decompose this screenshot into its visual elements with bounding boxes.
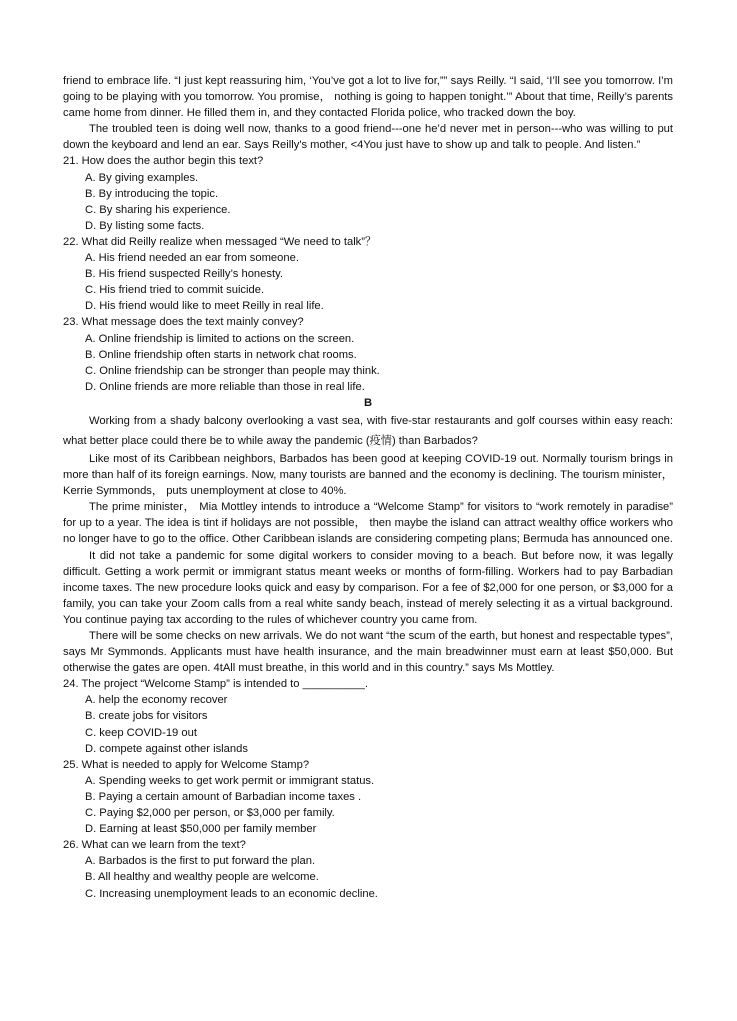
answer-option: B. By introducing the topic.	[85, 187, 219, 200]
question-22	[63, 234, 673, 314]
question-21	[63, 153, 673, 233]
answer-option: B. Online friendship often starts in network chat rooms.	[85, 348, 357, 361]
question-stem: 24. The project “Welcome Stamp” is intended to __________.	[63, 678, 368, 691]
answer-option: C. Paying $2,000 per person, or $3,000 per family.	[85, 807, 335, 820]
answer-option: C. Online friendship can be stronger than people may think.	[85, 364, 380, 377]
passage-a-paragraph: The troubled teen is doing well now, thanks to a good friend---one he’d never met in person---who was willing to put down the keyboard and lend an ear. Says Reilly's mother, <4You just have to show up and talk to people. And listen.”	[63, 123, 673, 152]
question-23	[63, 314, 673, 394]
passage-b-paragraph: The prime minister， Mia Mottley intends to introduce a “Welcome Stamp” for visitors to “work remotely in paradise” for up to a year. The idea is tint if holidays are not possible， then maybe the island can attract wealthy office workers who no longer have to go to the office. Other Caribbean islands are considering competing plans; Bermuda has announced one.	[63, 501, 673, 546]
question-stem: 25. What is needed to apply for Welcome Stamp?	[63, 758, 310, 771]
section-heading: B	[363, 396, 373, 409]
answer-option: A. Spending weeks to get work permit or immigrant status.	[85, 774, 375, 787]
passage-b-paragraph: It did not take a pandemic for some digital workers to consider moving to a beach. But before now, it was legally difficult. Getting a work permit or immigrant status meant weeks or months of form-filling. Workers had to pay Barbadian income taxes. The new procedure looks quick and easy by comparison. For a fee of $2,000 for one person, or $3,000 for a family, you can take your Zoom calls from a real white sandy beach, instead of merely selecting it as a virtual background. You continue paying tax according to the rules of whichever country you came from.	[63, 549, 673, 626]
document-page	[63, 73, 673, 902]
answer-option: B. His friend suspected Reilly’s honesty.	[85, 268, 283, 281]
answer-option: B. Paying a certain amount of Barbadian income taxes .	[85, 790, 362, 803]
question-stem: 21. How does the author begin this text?	[63, 155, 264, 168]
question-24	[63, 676, 673, 756]
answer-option: C. Increasing unemployment leads to an economic decline.	[85, 887, 378, 900]
passage-b-paragraph: There will be some checks on new arrivals. We do not want “the scum of the earth, but honest and respectable types”, says Mr Symmonds. Applicants must have health insurance, and the main breadwinner must earn at least $50,000. But otherwise the gates are open. 4tAll must breathe, in this world and in this country.” says Ms Mottley.	[63, 630, 673, 675]
answer-option: C. keep COVID-19 out	[85, 726, 197, 739]
question-25	[63, 757, 673, 837]
answer-option: A. Online friendship is limited to actions on the screen.	[85, 332, 355, 345]
question-stem: 23. What message does the text mainly convey?	[63, 316, 304, 329]
answer-option: A. His friend needed an ear from someone.	[85, 252, 299, 265]
answer-option: D. His friend would like to meet Reilly in real life.	[85, 300, 324, 313]
passage-b-paragraph: Like most of its Caribbean neighbors, Barbados has been good at keeping COVID-19 out. Normally tourism brings in more than half of its foreign earnings. Now, many tourists are banned and the economy is declining. The tourism minister， Kerrie Symmonds， puts unemployment at close to 40%.	[63, 452, 673, 498]
answer-option: C. By sharing his experience.	[85, 203, 231, 216]
answer-option: D. Online friends are more reliable than those in real life.	[85, 380, 365, 393]
answer-option: D. Earning at least $50,000 per family member	[85, 823, 317, 836]
answer-option: D. By listing some facts.	[85, 219, 205, 232]
answer-option: A. help the economy recover	[85, 694, 228, 707]
answer-option: B. All healthy and wealthy people are welcome.	[85, 871, 319, 884]
question-stem: 26. What can we learn from the text?	[63, 839, 246, 852]
question-stem: 22. What did Reilly realize when messaged “We need to talk”？	[63, 235, 377, 248]
answer-option: A. By giving examples.	[85, 171, 199, 184]
passage-b-paragraph: Working from a shady balcony overlooking a vast sea, with five-star restaurants and golf courses within easy reach: what better place could there be to while away the pandemic (疫情) than Barbados?	[63, 414, 673, 447]
answer-option: D. compete against other islands	[85, 742, 248, 755]
question-26	[63, 837, 673, 901]
answer-option: C. His friend tried to commit suicide.	[85, 284, 265, 297]
answer-option: B. create jobs for visitors	[85, 710, 208, 723]
passage-a-paragraph: friend to embrace life. “I just kept reassuring him, ‘You’ve got a lot to live for,”” says Reilly. “I said, ‘I’ll see you tomorrow. I’m going to be playing with you tomorrow. You promise， nothing is going to happen tonight.’” About that time, Reilly’s parents came home from dinner. He filled them in, and they contacted Florida police, who tracked down the boy.	[63, 75, 673, 120]
answer-option: A. Barbados is the first to put forward the plan.	[85, 855, 316, 868]
